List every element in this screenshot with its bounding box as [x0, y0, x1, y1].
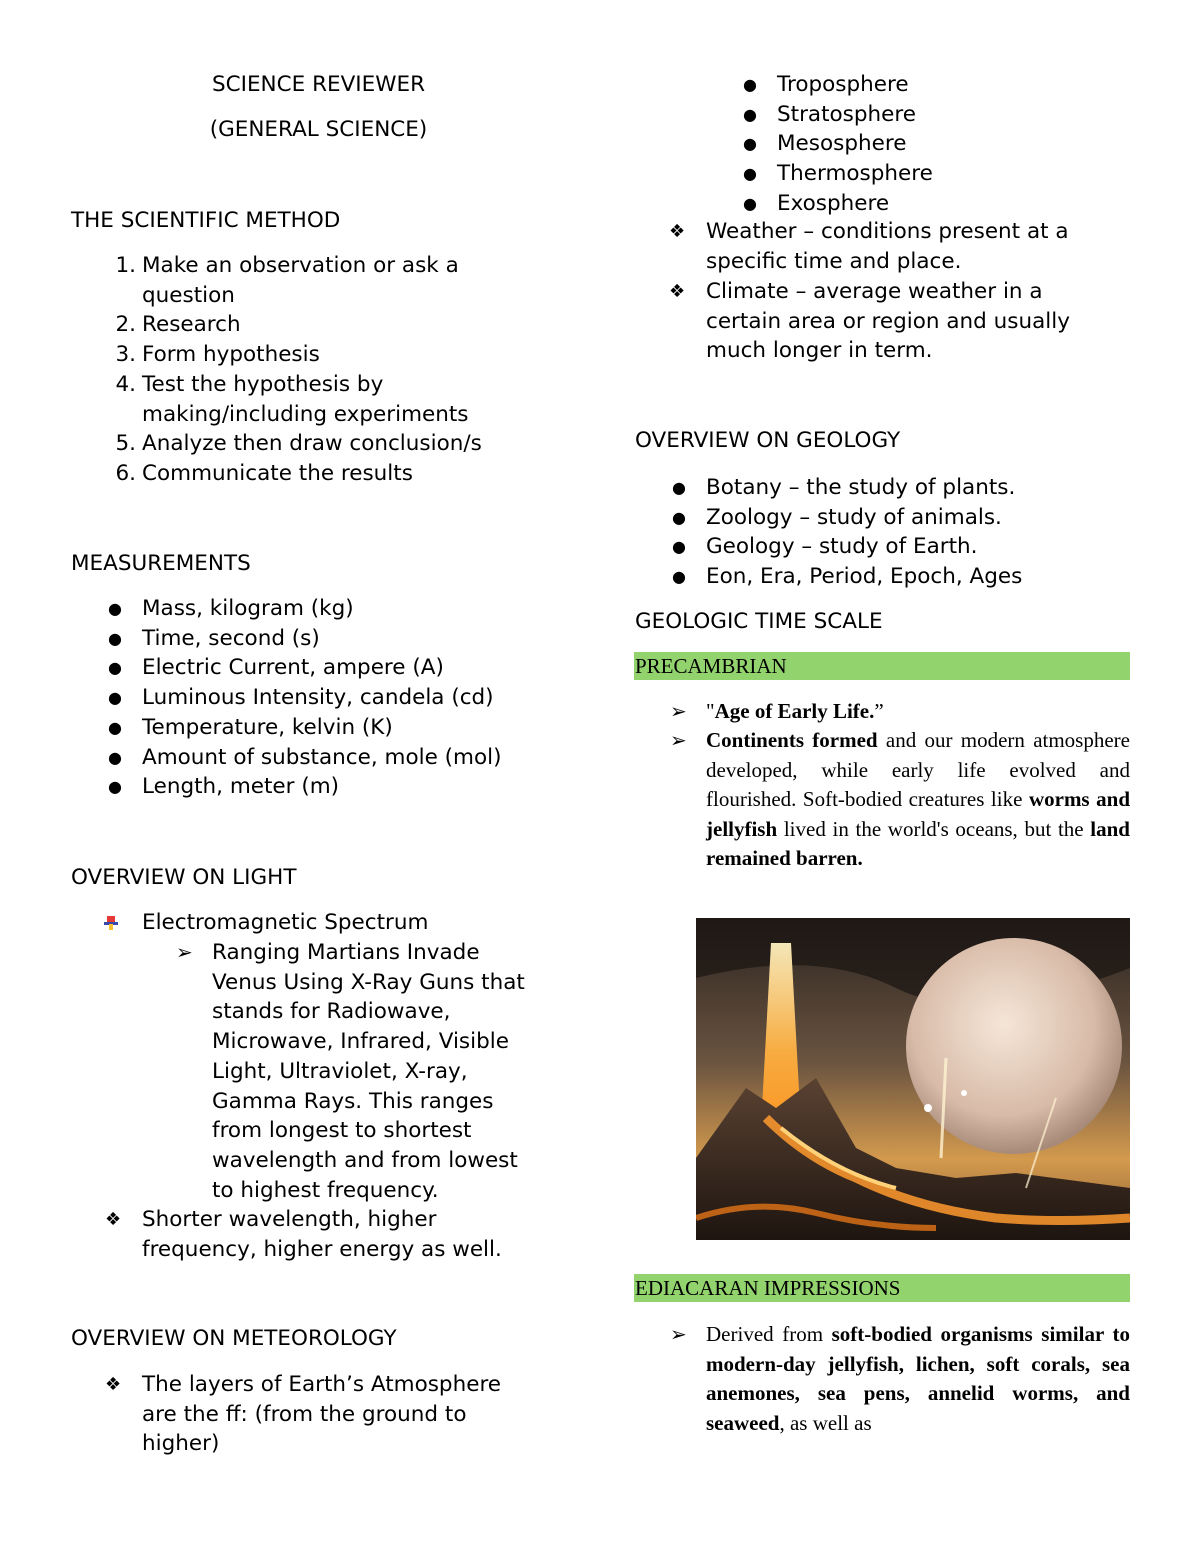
list-item [743, 129, 1137, 159]
climate-line: much longer in term. [706, 338, 933, 364]
weather-line: Weather – conditions present at a [706, 219, 1069, 244]
meteorology-heading: OVERVIEW ON METEOROLOGY [71, 1326, 397, 1351]
atmosphere-intro [105, 1370, 572, 1459]
ediacaran-banner [634, 1274, 1130, 1302]
bullet-icon: ● [108, 628, 122, 648]
measurement-text: Time, second (s) [142, 625, 320, 651]
four-diamond-icon: ❖ [105, 1209, 122, 1230]
step-text: Analyze then draw conclusion/s [142, 431, 482, 457]
mnemonic-line: stands for Radiowave, [212, 999, 451, 1025]
layer-text: Mesosphere [777, 131, 907, 157]
bold-phrase: soft-bodied organisms similar to modern-day jellyfish, lichen, soft corals, sea anemones, sea pens, annelid worms, and seaweed [706, 1322, 1130, 1435]
step-text: Make an observation or ask a [142, 253, 459, 278]
mnemonic-line: from longest to shortest [212, 1118, 472, 1144]
atmosphere-layers-list [743, 70, 1137, 219]
mnemonic-line: Venus Using X-Ray Guns that [212, 969, 525, 995]
description-text: lived in the world's oceans, but the [777, 816, 1091, 841]
ediacaran-title: EDIACARAN IMPRESSIONS [635, 1276, 901, 1300]
precambrian-description [670, 726, 1130, 874]
list-item [743, 100, 1137, 130]
climate-line: certain area or region and usually [706, 308, 1070, 334]
list-item [672, 532, 1136, 562]
bullet-icon: ● [672, 567, 686, 587]
bullet-icon: ● [743, 75, 757, 94]
measurement-text: Temperature, kelvin (K) [142, 714, 393, 740]
list-number: 3. [115, 342, 136, 368]
light-heading: OVERVIEW ON LIGHT [71, 865, 297, 890]
list-number: 2. [115, 312, 136, 338]
early-earth-scene [696, 918, 1130, 1240]
quote-mark: ” [874, 699, 884, 723]
mnemonic-line: wavelength and from lowest [212, 1147, 518, 1173]
bullet-icon: ● [108, 688, 122, 708]
colored-quad-icon [104, 916, 118, 930]
step-text: making/including experiments [142, 401, 469, 427]
mnemonic-line: Ranging Martians Invade [212, 940, 480, 965]
description-text: , as well as [779, 1410, 872, 1435]
geology-text: Eon, Era, Period, Epoch, Ages [706, 564, 1023, 590]
layer-text: Stratosphere [777, 101, 916, 127]
four-diamond-icon: ❖ [669, 221, 686, 242]
measurement-text: Length, meter (m) [142, 774, 340, 800]
scientific-method-list [115, 251, 572, 489]
geology-list [672, 473, 1136, 592]
list-item [108, 743, 572, 773]
list-item [672, 473, 1136, 503]
geology-heading: OVERVIEW ON GEOLOGY [635, 428, 901, 453]
measurement-text: Luminous Intensity, candela (cd) [142, 685, 494, 711]
geology-text: Zoology – study of animals. [706, 504, 1002, 530]
bullet-icon: ● [108, 777, 122, 797]
arrowhead-icon: ➢ [670, 699, 687, 723]
bullet-icon: ● [108, 658, 122, 678]
list-item [115, 340, 572, 370]
list-item [108, 713, 572, 743]
scientific-method-heading: THE SCIENTIFIC METHOD [71, 208, 341, 233]
precambrian-quote [670, 697, 1130, 727]
list-item [672, 562, 1136, 592]
measurement-text: Electric Current, ampere (A) [142, 655, 444, 681]
list-item [115, 310, 572, 340]
arrowhead-icon: ➢ [670, 728, 687, 752]
bullet-icon: ● [672, 537, 686, 557]
list-item [108, 653, 572, 683]
bullet-icon: ● [743, 134, 757, 154]
list-item [672, 503, 1136, 533]
mnemonic-line: to highest frequency. [212, 1177, 439, 1203]
bullet-icon: ● [108, 747, 122, 767]
intro-line: are the ff: (from the ground to [142, 1401, 467, 1427]
measurements-list [108, 594, 572, 802]
list-item [108, 683, 572, 713]
precambrian-banner [634, 652, 1130, 680]
four-diamond-icon: ❖ [669, 281, 686, 302]
document-subtitle: (GENERAL SCIENCE) [209, 117, 428, 142]
bullet-icon: ● [743, 104, 757, 124]
bullet-icon: ● [743, 193, 757, 213]
mnemonic-line: Gamma Rays. This ranges [212, 1088, 494, 1114]
list-item [743, 159, 1137, 189]
measurement-text: Mass, kilogram (kg) [142, 596, 354, 621]
note-line: frequency, higher energy as well. [142, 1236, 502, 1262]
intro-line: The layers of Earth’s Atmosphere [142, 1372, 502, 1397]
climate-line: Climate – average weather in a [706, 279, 1043, 304]
list-item [108, 772, 572, 802]
bullet-icon: ● [672, 507, 686, 527]
step-text: question [142, 282, 235, 308]
step-text: Research [142, 312, 241, 338]
arrowhead-icon: ➢ [670, 1322, 687, 1346]
note-line: Shorter wavelength, higher [142, 1207, 437, 1232]
layer-text: Thermosphere [777, 161, 933, 187]
bold-phrase: land remained barren. [706, 816, 1130, 870]
four-diamond-icon: ❖ [105, 1374, 122, 1395]
list-item [108, 594, 572, 624]
step-text: Form hypothesis [142, 342, 320, 368]
quote-text: Age of Early Life. [714, 699, 875, 723]
list-item [115, 370, 572, 429]
time-scale-heading: GEOLOGIC TIME SCALE [635, 609, 883, 634]
precambrian-title: PRECAMBRIAN [635, 654, 787, 678]
spectrum-item [142, 908, 572, 938]
list-item [115, 251, 572, 310]
list-number: 5. [115, 431, 136, 457]
mnemonic-line: Microwave, Infrared, Visible [212, 1029, 509, 1055]
precambrian-illustration [696, 918, 1130, 1240]
list-item [115, 429, 572, 459]
mnemonic-line: Light, Ultraviolet, X-ray, [212, 1058, 468, 1084]
ediacaran-description [670, 1320, 1130, 1438]
bullet-icon: ● [743, 164, 757, 184]
geology-text: Botany – the study of plants. [706, 475, 1016, 500]
spectrum-label: Electromagnetic Spectrum [142, 910, 429, 935]
weather-line: specific time and place. [706, 248, 962, 274]
list-item [108, 624, 572, 654]
list-number: 4. [115, 371, 136, 397]
measurements-heading: MEASUREMENTS [71, 551, 251, 576]
list-number: 1. [115, 253, 136, 278]
layer-text: Troposphere [777, 72, 909, 97]
description-text: Derived from [706, 1322, 832, 1346]
list-item [743, 70, 1137, 100]
step-text: Communicate the results [142, 460, 413, 486]
geology-text: Geology – study of Earth. [706, 534, 978, 560]
description-text: and our modern atmosphere developed, while early life evolved and flourished. Soft-bodied creatures like [706, 728, 1130, 811]
climate-item [669, 277, 1136, 366]
list-item [115, 459, 572, 489]
arrowhead-icon: ➢ [176, 940, 193, 964]
layer-text: Exosphere [777, 190, 890, 216]
weather-item [669, 217, 1136, 276]
list-number: 6. [115, 460, 136, 486]
bullet-icon: ● [108, 599, 122, 618]
bullet-icon: ● [672, 478, 686, 497]
document-title: SCIENCE REVIEWER [211, 72, 426, 97]
step-text: Test the hypothesis by [142, 371, 384, 397]
bullet-icon: ● [108, 717, 122, 737]
mnemonic-item [176, 938, 572, 1205]
list-item [743, 189, 1137, 219]
measurement-text: Amount of substance, mole (mol) [142, 744, 502, 770]
bold-phrase: worms and jellyfish [706, 787, 1130, 841]
wavelength-note [105, 1205, 572, 1264]
intro-line: higher) [142, 1431, 220, 1457]
bold-phrase: Continents formed [706, 728, 878, 752]
quote-mark: " [706, 699, 715, 723]
